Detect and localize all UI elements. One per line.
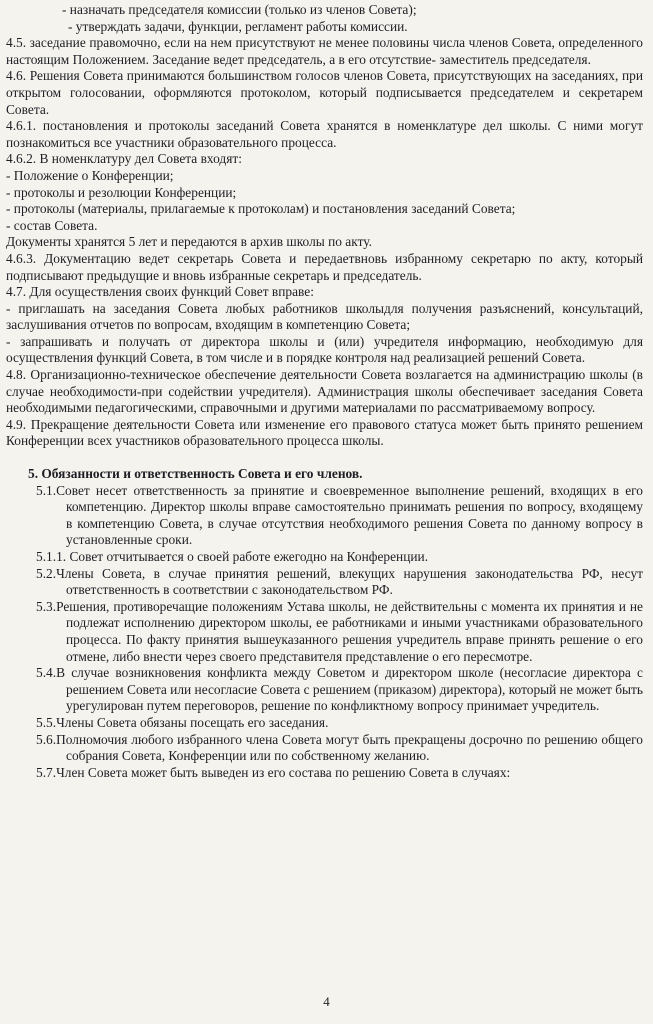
list-item: - назначать председателя комиссии (только из членов Совета); [62,2,417,17]
section-5-item: 5.5.Члены Совета обязаны посещать его заседания. [36,714,329,730]
section-5-item: 5.3.Решения, противоречащие положениям Устава школы, не действительны с момента их принятия и не подлежат исполнению директором школы, ее работниками и иными участниками образовательного процесса. По факту принятия вышеуказанного решения учредитель вправе принять решение о его отмене, либо внести через своего представителя представление о его пересмотре. [36,598,643,664]
list-item: - приглашать на заседания Совета любых работников школыдля получения разъяснений, консультаций, заслушивания отчетов по вопросам, входящим в компетенцию Совета; [6,300,643,333]
section-5-item: 5.1.1. Совет отчитывается о своей работе ежегодно на Конференции. [36,549,429,564]
list-item: - протоколы (материалы, прилагаемые к протоколам) и постановления заседаний Совета; [6,201,516,217]
section-5-item: 5.2.Члены Совета, в случае принятия решений, влекущих нарушения законодательства РФ, несут ответственность в соответствии с законодательством РФ. [36,565,643,598]
list-item: - состав Совета. [6,217,98,233]
list-item: - Положение о Конференции; [6,167,174,183]
section-5-item: 5.7.Член Совета может быть выведен из его состава по решению Совета в случаях: [36,764,511,780]
section-5-heading: 5. Обязанности и ответственность Совета и его членов. [28,466,363,482]
paragraph-4-6-3: 4.6.3. Документацию ведет секретарь Совета и передаетвновь избранному секретарю по акту, который подписывают предыдущие и вновь избранные секретарь и председатель. [6,250,643,283]
page-number: 4 [323,994,330,1009]
list-item: - запрашивать и получать от директора школы и (или) учредителя информацию, необходимую для осуществления функций Совета, в том числе и в порядке контроля над реализацией решений Совета. [6,333,643,366]
paragraph-4-8: 4.8. Организационно-техническое обеспечение деятельности Совета возлагается на администрацию школы (в случае необходимости-при содействии учредителя). Администрация школы обеспечивает заседания Совета необходимыми педагогическими, справочными и другими материалами по рассматриваемому вопросу. [6,367,643,416]
paragraph-4-7: 4.7. Для осуществления своих функций Совет вправе: [6,284,314,300]
list-item: - утверждать задачи, функции, регламент работы комиссии. [68,18,408,34]
paragraph-4-9: 4.9. Прекращение деятельности Совета или изменение его правового статуса может быть принято решением Конференции всех участников образовательного процесса школы. [6,416,643,449]
section-5-item: 5.6.Полномочия любого избранного члена Совета могут быть прекращены досрочно по решению общего собрания Совета, Конференции или по собственному желанию. [36,731,643,764]
section-5-item: 5.4.В случае возникновения конфликта между Советом и директором школе (несогласие директора с решением Совета или несогласие Совета с решением (приказом) директора), который не может быть урегулирован путем переговоров, решение по конфликтному вопросу принимает учредитель. [36,665,643,714]
paragraph-storage: Документы хранятся 5 лет и передаются в архив школы по акту. [6,234,372,250]
paragraph-4-6-2: 4.6.2. В номенклатуру дел Совета входят: [6,151,242,167]
paragraph-4-6: 4.6. Решения Совета принимаются большинством голосов членов Совета, присутствующих на заседаниях, при открытом голосовании, оформляются протоколом, который подписывается председателем и секретарем Совета. [6,68,643,117]
paragraph-4-5: 4.5. заседание правомочно, если на нем присутствуют не менее половины числа членов Совета, определенного настоящим Положением. Заседание ведет председатель, а в его отсутствие- заместитель председателя. [6,35,643,67]
paragraph-4-6-1: 4.6.1. постановления и протоколы заседаний Совета хранятся в номенклатуре дел школы. С ними могут познакомиться все участники образовательного процесса. [6,118,643,150]
section-5-item: 5.1.Совет несет ответственность за принятие и своевременное выполнение решений, входящих в его компетенцию. Директор школы вправе самостоятельно принимать решения по вопросу, входящему в компетенцию Совета, в случае отсутствия необходимого решения Совета по данному вопросу в установленные сроки. [36,482,643,548]
list-item: - протоколы и резолюции Конференции; [6,184,237,200]
